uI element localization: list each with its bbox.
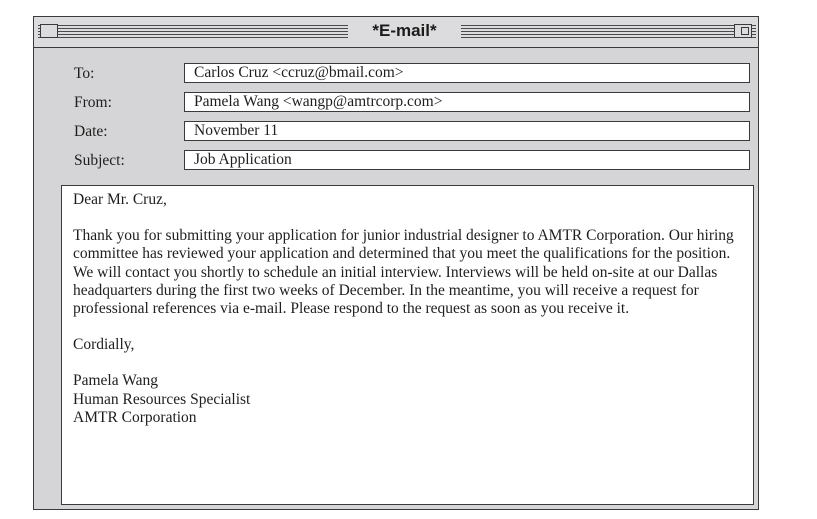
- message-body[interactable]: [61, 185, 754, 505]
- to-field[interactable]: Carlos Cruz <ccruz@bmail.com>: [184, 63, 750, 83]
- from-field[interactable]: Pamela Wang <wangp@amtrcorp.com>: [184, 92, 750, 112]
- subject-label: Subject:: [74, 152, 125, 169]
- date-field[interactable]: November 11: [184, 121, 750, 141]
- signature-title: Human Resources Specialist: [73, 390, 251, 408]
- email-window: [33, 16, 759, 510]
- zoom-box-button[interactable]: [734, 24, 752, 38]
- message-paragraph: Thank you for submitting your application for junior industrial designer to AMTR Corporation. Our hiring committee has reviewed your application and determined that you meet the qualifications for the position. We will contact you shortly to schedule an initial interview. Interviews will be held on-site at our Dallas headquarters during the first two weeks of December. In the meantime, you will receive a request for professional references via e-mail. Please respond to the request as soon as you receive it.: [73, 227, 734, 318]
- title-bar-stripes-right: [461, 25, 756, 38]
- message-greeting: Dear Mr. Cruz,: [73, 191, 167, 208]
- close-box-button[interactable]: [40, 24, 58, 38]
- signature-company: AMTR Corporation: [73, 408, 197, 426]
- date-label: Date:: [74, 123, 108, 140]
- message-closing: Cordially,: [73, 336, 135, 354]
- to-label: To:: [74, 65, 95, 82]
- window-title: *E-mail*: [348, 20, 461, 42]
- title-bar[interactable]: [34, 17, 758, 48]
- subject-field[interactable]: Job Application: [184, 150, 750, 170]
- signature-name: Pamela Wang: [73, 372, 158, 390]
- title-bar-stripes-left: [38, 25, 348, 38]
- from-label: From:: [74, 94, 112, 111]
